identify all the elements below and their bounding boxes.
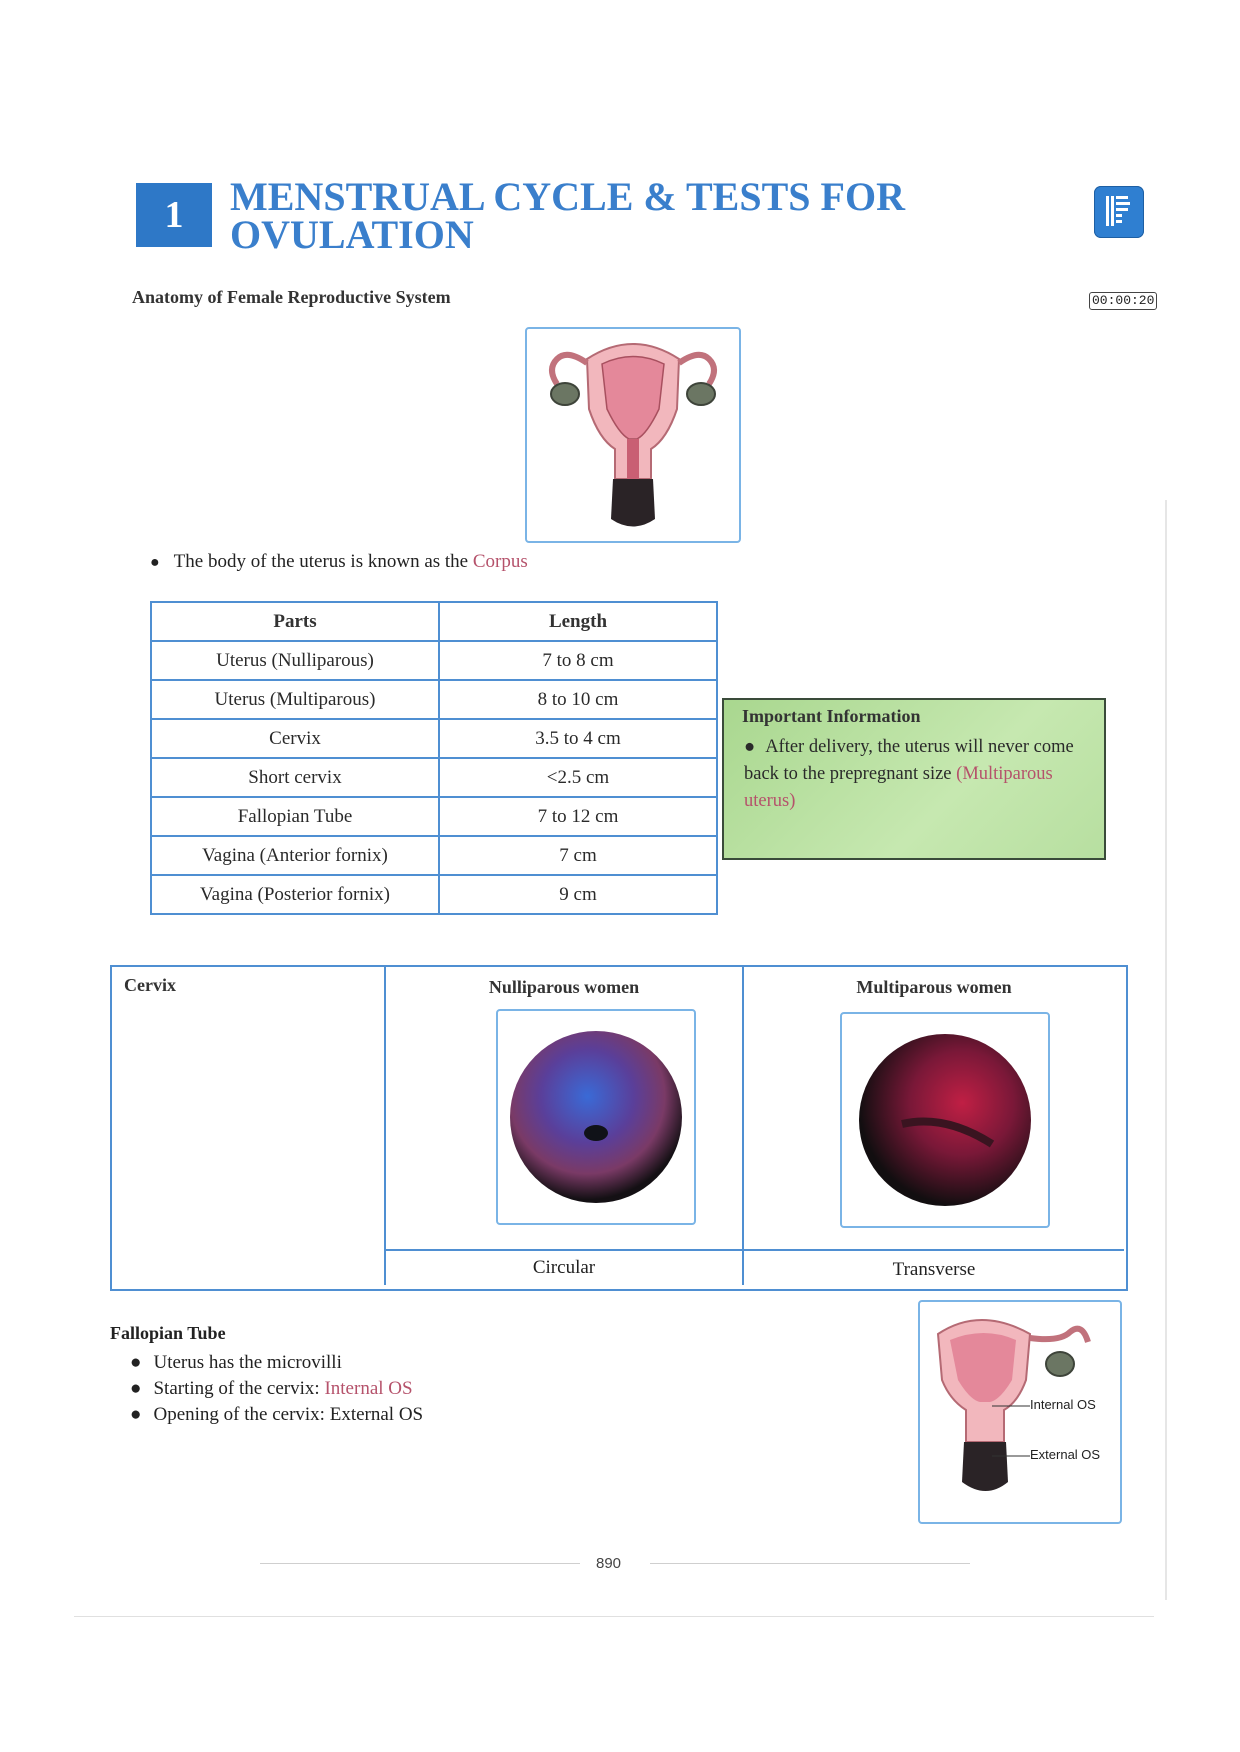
table-divider bbox=[384, 967, 386, 1285]
table-cell: 7 to 8 cm bbox=[439, 641, 717, 680]
intro-bullet bbox=[150, 551, 528, 573]
chapter-number: 1 bbox=[136, 183, 212, 247]
list-item-text: Starting of the cervix: bbox=[153, 1378, 325, 1399]
video-timestamp[interactable]: 00:00:20 bbox=[1089, 292, 1157, 310]
external-os-label: External OS bbox=[1030, 1447, 1101, 1462]
list-item bbox=[130, 1350, 423, 1376]
important-info-box bbox=[722, 698, 1106, 860]
table-row bbox=[151, 758, 717, 797]
multiparous-caption: Transverse bbox=[892, 1259, 976, 1280]
important-info-title: Important Information bbox=[742, 706, 921, 726]
nulliparous-header: Nulliparous women bbox=[488, 977, 640, 997]
length-table bbox=[150, 601, 718, 915]
bullet-icon: ● bbox=[744, 737, 756, 757]
internal-os-label: Internal OS bbox=[1030, 1397, 1096, 1412]
cervix-label: Cervix bbox=[124, 975, 176, 995]
table-header-row bbox=[151, 602, 717, 641]
nulliparous-cervix-figure bbox=[496, 1009, 696, 1225]
table-divider bbox=[384, 1249, 1124, 1251]
footer-divider bbox=[260, 1563, 580, 1564]
fallopian-title: Fallopian Tube bbox=[110, 1323, 226, 1343]
bullet-icon: ● bbox=[130, 1352, 142, 1373]
uterus-anatomy-figure bbox=[525, 327, 741, 543]
multiparous-cervix-figure bbox=[840, 1012, 1050, 1228]
table-cell: Vagina (Posterior fornix) bbox=[151, 875, 439, 914]
table-row bbox=[151, 836, 717, 875]
chapter-title-line2: OVULATION bbox=[230, 212, 474, 257]
nulliparous-cervix-image bbox=[498, 1011, 694, 1223]
table-cell: 3.5 to 4 cm bbox=[439, 719, 717, 758]
table-divider bbox=[742, 967, 744, 1285]
table-header-cell: Parts bbox=[151, 602, 439, 641]
section-subtitle: Anatomy of Female Reproductive System bbox=[132, 287, 451, 307]
bullet-icon: ● bbox=[130, 1378, 142, 1399]
intro-text: The body of the uterus is known as the bbox=[173, 551, 473, 572]
nulliparous-caption: Circular bbox=[532, 1257, 596, 1278]
table-cell: Uterus (Multiparous) bbox=[151, 680, 439, 719]
table-row bbox=[151, 797, 717, 836]
cervix-os-illustration bbox=[920, 1302, 1120, 1522]
table-cell: 7 to 12 cm bbox=[439, 797, 717, 836]
page-bottom-line bbox=[74, 1616, 1154, 1617]
chapter-title bbox=[230, 174, 950, 257]
uterus-illustration bbox=[527, 329, 739, 541]
table-row bbox=[151, 680, 717, 719]
multiparous-header: Multiparous women bbox=[856, 977, 1012, 997]
list-item-text: Uterus has the microvilli bbox=[153, 1352, 342, 1373]
publisher-logo-icon bbox=[1094, 186, 1144, 238]
table-cell: Cervix bbox=[151, 719, 439, 758]
table-row bbox=[151, 875, 717, 914]
table-cell: <2.5 cm bbox=[439, 758, 717, 797]
table-cell: 8 to 10 cm bbox=[439, 680, 717, 719]
list-item-highlight: Internal OS bbox=[324, 1378, 413, 1399]
important-info-body bbox=[744, 734, 1094, 815]
table-cell: Vagina (Anterior fornix) bbox=[151, 836, 439, 875]
intro-highlight: Corpus bbox=[472, 551, 528, 572]
table-row bbox=[151, 641, 717, 680]
multiparous-cervix-image bbox=[842, 1014, 1048, 1226]
important-info-text: After delivery, the uterus will never come back to the prepregnant size bbox=[744, 737, 1074, 784]
list-item-text: Opening of the cervix: External OS bbox=[153, 1404, 424, 1425]
cervix-os-figure bbox=[918, 1300, 1122, 1524]
table-cell: Short cervix bbox=[151, 758, 439, 797]
fallopian-list bbox=[130, 1350, 423, 1428]
chapter-title-line1: MENSTRUAL CYCLE & TESTS FOR bbox=[230, 174, 905, 219]
bullet-icon: ● bbox=[150, 554, 160, 571]
bullet-icon: ● bbox=[130, 1404, 142, 1425]
table-cell: 7 cm bbox=[439, 836, 717, 875]
table-row bbox=[151, 719, 717, 758]
list-item bbox=[130, 1402, 423, 1428]
list-item bbox=[130, 1376, 423, 1402]
table-header-cell: Length bbox=[439, 602, 717, 641]
cervix-comparison-table bbox=[110, 965, 1128, 1291]
footer-divider bbox=[650, 1563, 970, 1564]
table-cell: Fallopian Tube bbox=[151, 797, 439, 836]
table-cell: 9 cm bbox=[439, 875, 717, 914]
page-number: 890 bbox=[596, 1555, 622, 1572]
important-info-highlight: (Multiparous uterus) bbox=[744, 764, 1053, 811]
table-cell: Uterus (Nulliparous) bbox=[151, 641, 439, 680]
page-edge-shadow bbox=[1165, 500, 1167, 1600]
